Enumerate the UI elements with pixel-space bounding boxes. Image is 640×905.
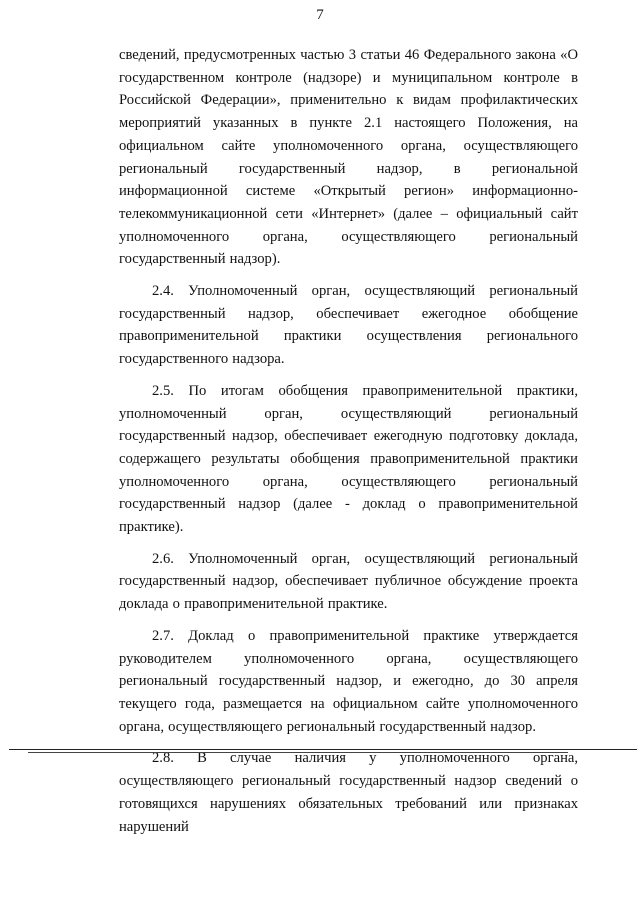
page-number: 7 <box>316 7 324 23</box>
paragraph-2-6: 2.6. Уполномоченный орган, осуществляющий региональный государственный надзор, обеспечивает публичное обсуждение проекта доклада о правоприменительной практике. <box>119 550 578 613</box>
paragraph-2-7: 2.7. Доклад о правоприменительной практике утверждается руководителем уполномоченного органа, осуществляющего региональный государственный надзор, и ежегодно, до 30 апреля текущего года, размещается на официальном сайте уполномоченного органа, осуществляющего региональный государственный надзор. <box>119 627 578 735</box>
paragraph-2-4: 2.4. Уполномоченный орган, осуществляющий региональный государственный надзор, обеспечивает ежегодное обобщение правоприменительной практики осуществления регионального государственного надзора. <box>119 283 578 368</box>
page-bottom-rule <box>9 749 637 750</box>
paragraph-2-5: 2.5. По итогам обобщения правоприменительной практики, уполномоченный орган, осуществляющий региональный государственный надзор, обеспечивает ежегодную подготовку доклада, содержащего результаты обобщения правоприменительной практики уполномоченного органа, осуществляющего региональный государственный надзор (далее - доклад о правоприменительной практике). <box>119 382 578 536</box>
paragraph-2-8: 2.8. В случае наличия у уполномоченного органа, осуществляющего региональный государственный надзор сведений о готовящихся нарушениях обязательных требований или признаках нарушений <box>119 750 578 835</box>
document-body <box>119 44 578 847</box>
paragraph-continuation: сведений, предусмотренных частью 3 статьи 46 Федерального закона «О государственном контроле (надзоре) и муниципальном контроле в Российской Федерации», применительно к видам профилактических мероприятий указанных в пункте 2.1 настоящего Положения, на официальном сайте уполномоченного органа, осуществляющего региональный государственный надзор, в региональной информационной системе «Открытый регион» информационно-телекоммуникационной сети «Интернет» (далее – официальный сайт уполномоченного органа, осуществляющего региональный государственный надзор). <box>119 47 578 268</box>
page-bottom-rule-shadow <box>28 752 568 753</box>
